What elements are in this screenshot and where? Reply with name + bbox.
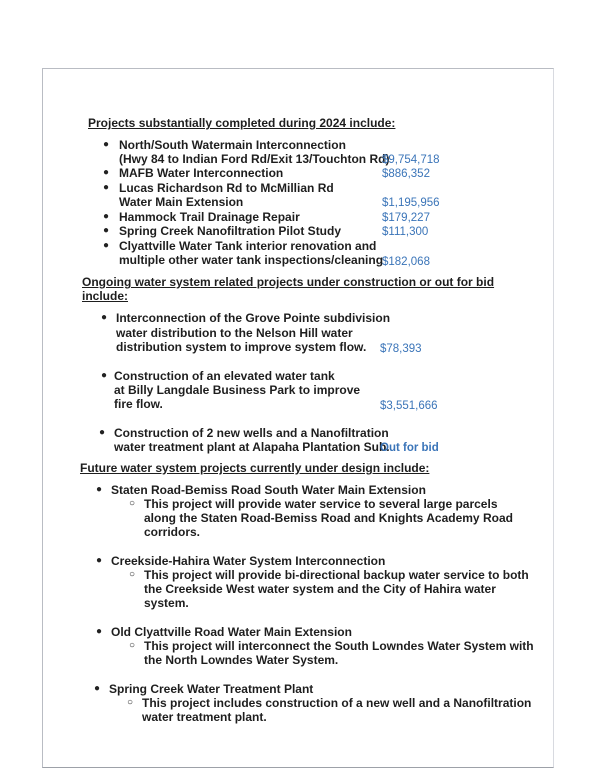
ongoing-item-3-line-2: water treatment plant at Alapaha Plantation Sub. <box>114 440 390 454</box>
completed-item-1-line-2: (Hwy 84 to Indian Ford Rd/Exit 13/Touchton Rd) <box>119 152 390 166</box>
bullet-icon: ● <box>96 555 103 566</box>
completed-item-6-amount: $182,068 <box>382 256 430 268</box>
future-item-4-title: Spring Creek Water Treatment Plant <box>109 682 314 696</box>
ongoing-item-1-line-1: Interconnection of the Grove Pointe subdivision <box>116 311 391 325</box>
bullet-icon: ● <box>103 139 110 150</box>
bullet-icon: ● <box>103 167 110 178</box>
future-heading: Future water system projects currently under design include: <box>80 461 430 475</box>
completed-item-3-line-1: Lucas Richardson Rd to McMillian Rd <box>119 181 334 195</box>
completed-item-3-line-2: Water Main Extension <box>119 195 244 209</box>
future-item-1-desc-2: along the Staten Road-Bemiss Road and Knights Academy Road <box>144 511 513 525</box>
sub-bullet-icon: ○ <box>129 640 136 651</box>
ongoing-heading-line-1: Ongoing water system related projects under construction or out for bid <box>82 275 495 289</box>
completed-heading: Projects substantially completed during 2024 include: <box>88 116 396 130</box>
future-item-4-desc-2: water treatment plant. <box>142 710 267 724</box>
bullet-icon: ● <box>96 626 103 637</box>
future-item-2-title: Creekside-Hahira Water System Interconnection <box>111 554 386 568</box>
bullet-icon: ● <box>101 312 108 323</box>
future-item-3-desc-2: the North Lowndes Water System. <box>144 653 339 667</box>
ongoing-item-1-amount: $78,393 <box>380 343 422 355</box>
sub-bullet-icon: ○ <box>129 498 136 509</box>
ongoing-item-2-line-1: Construction of an elevated water tank <box>114 369 335 383</box>
ongoing-item-3-status: Out for bid <box>380 442 439 454</box>
future-item-3-desc-1: This project will interconnect the South Lowndes Water System with <box>144 639 534 653</box>
ongoing-heading-line-2: include: <box>82 289 129 303</box>
completed-item-6-line-1: Clyattville Water Tank interior renovation and <box>119 239 377 253</box>
bullet-icon: ● <box>103 211 110 222</box>
completed-item-5-amount: $111,300 <box>382 226 429 238</box>
bullet-icon: ● <box>94 683 101 694</box>
completed-item-4-line-1: Hammock Trail Drainage Repair <box>119 210 300 224</box>
bullet-icon: ● <box>99 427 106 438</box>
completed-item-3-amount: $1,195,956 <box>382 197 440 209</box>
bullet-icon: ● <box>103 240 110 251</box>
ongoing-item-1-line-2: water distribution to the Nelson Hill water <box>116 326 353 340</box>
ongoing-item-1-line-3: distribution system to improve system flow. <box>116 340 367 354</box>
future-item-4-desc-1: This project includes construction of a new well and a Nanofiltration <box>142 696 532 710</box>
future-item-2-desc-2: the Creekside West water system and the City of Hahira water <box>144 582 496 596</box>
completed-item-1-line-1: North/South Watermain Interconnection <box>119 138 346 152</box>
ongoing-item-2-amount: $3,551,666 <box>380 400 438 412</box>
bullet-icon: ● <box>96 484 103 495</box>
completed-item-4-amount: $179,227 <box>382 212 430 224</box>
future-item-1-desc-3: corridors. <box>144 525 201 539</box>
future-item-3-title: Old Clyattville Road Water Main Extension <box>111 625 352 639</box>
future-item-1-desc-1: This project will provide water service to several large parcels <box>144 497 498 511</box>
completed-item-2-amount: $886,352 <box>382 168 430 180</box>
future-item-2-desc-3: system. <box>144 596 189 610</box>
completed-item-6-line-2: multiple other water tank inspections/cleaning <box>119 253 384 267</box>
completed-item-1-amount: $9,754,718 <box>382 154 440 166</box>
completed-item-5-line-1: Spring Creek Nanofiltration Pilot Study <box>119 224 342 238</box>
ongoing-item-3-line-1: Construction of 2 new wells and a Nanofiltration <box>114 426 389 440</box>
bullet-icon: ● <box>103 182 110 193</box>
bullet-icon: ● <box>103 225 110 236</box>
sub-bullet-icon: ○ <box>127 697 134 708</box>
ongoing-item-2-line-3: fire flow. <box>114 397 163 411</box>
ongoing-item-2-line-2: at Billy Langdale Business Park to improve <box>114 383 361 397</box>
future-item-2-desc-1: This project will provide bi-directional backup water service to both <box>144 568 529 582</box>
sub-bullet-icon: ○ <box>129 569 136 580</box>
future-item-1-title: Staten Road-Bemiss Road South Water Main Extension <box>111 483 426 497</box>
completed-item-2-line-1: MAFB Water Interconnection <box>119 166 284 180</box>
bullet-icon: ● <box>101 370 108 381</box>
